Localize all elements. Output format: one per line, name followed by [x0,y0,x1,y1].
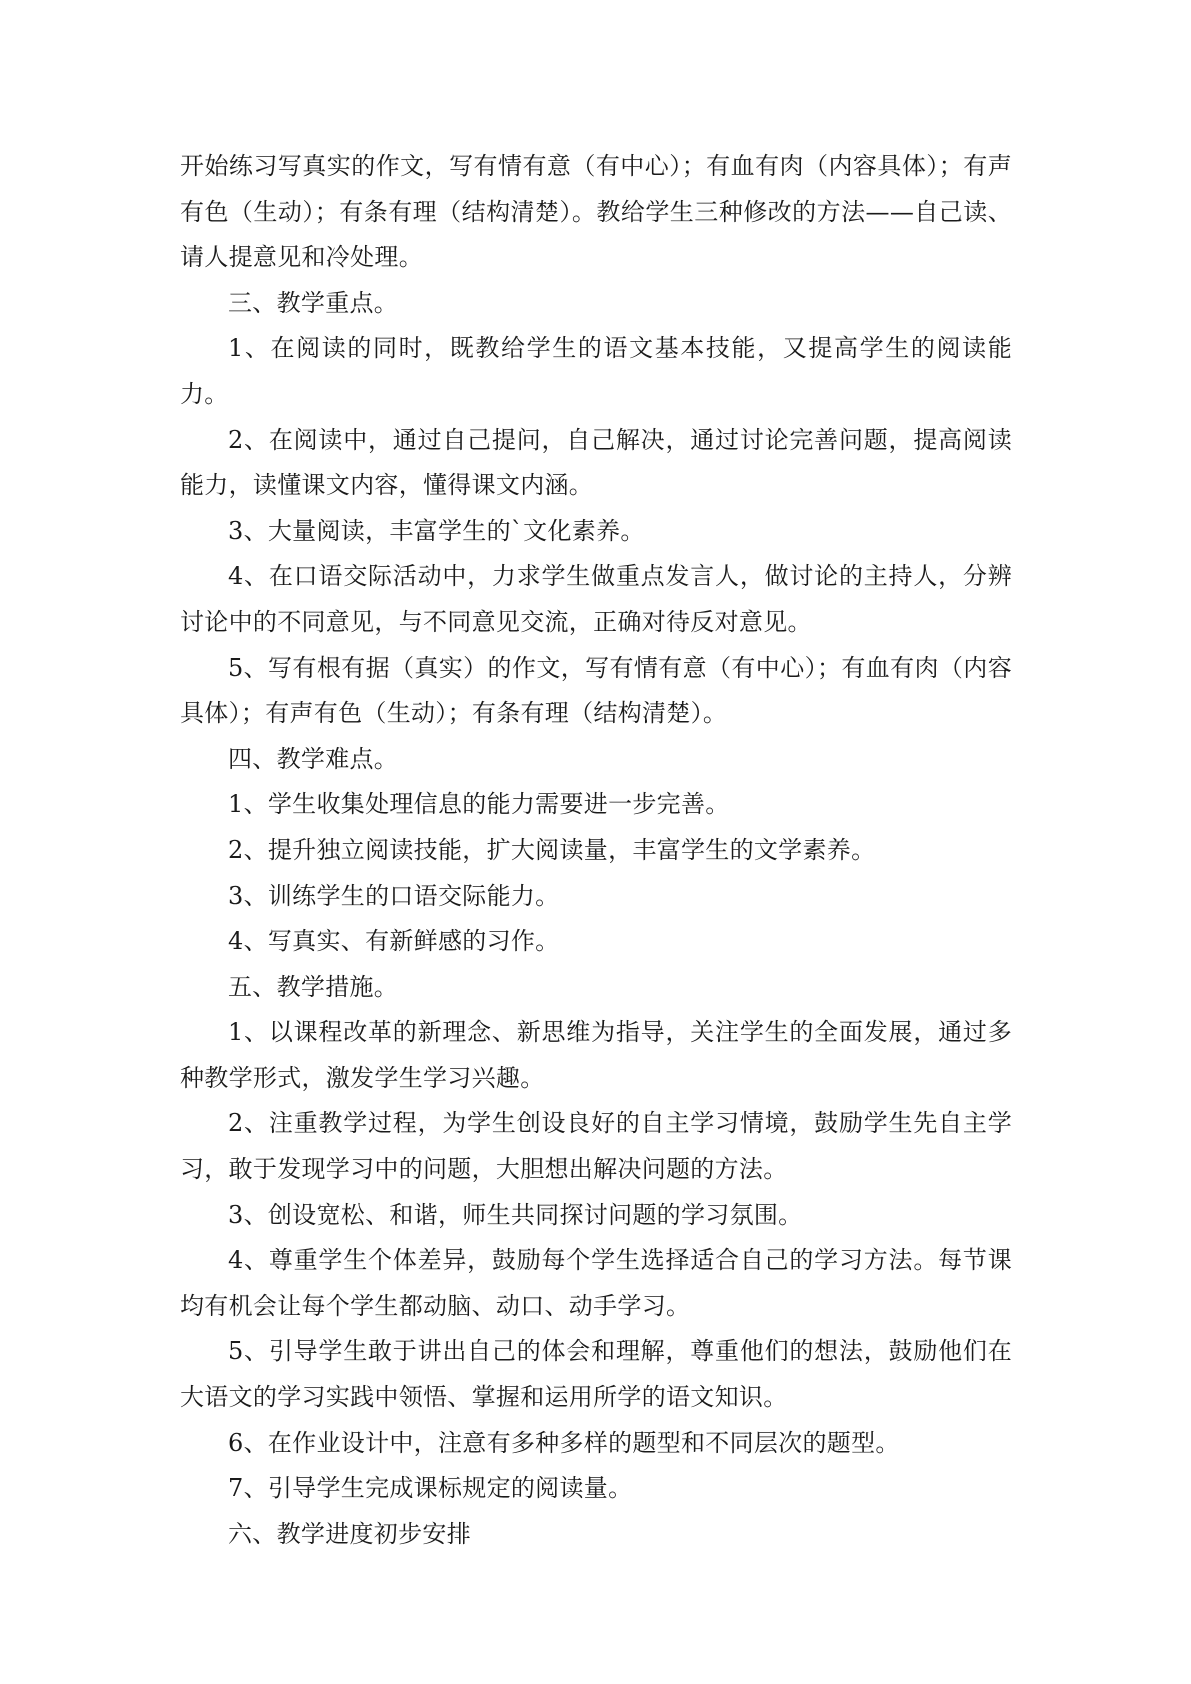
key-point-2: 2、在阅读中，通过自己提问，自己解决，通过讨论完善问题，提高阅读能力，读懂课文内容，懂得课文内涵。 [180,425,1012,500]
difficulty-2: 2、提升独立阅读技能，扩大阅读量，丰富学生的文学素养。 [228,835,876,864]
paragraph-continuation: 开始练习写真实的作文，写有情有意（有中心）；有血有肉（内容具体）；有声有色（生动）；有条有理（结构清楚）。教给学生三种修改的方法——自己读、请人提意见和冷处理。 [180,152,1012,272]
measure-1: 1、以课程改革的新理念、新思维为指导，关注学生的全面发展，通过多种教学形式，激发学生学习兴趣。 [180,1018,1012,1092]
key-point-4: 4、在口语交际活动中，力求学生做重点发言人，做讨论的主持人，分辨讨论中的不同意见，与不同意见交流，正确对待反对意见。 [180,562,1012,636]
document-body [180,144,1012,1557]
section-heading-schedule: 六、教学进度初步安排 [228,1519,471,1548]
difficulty-4: 4、写真实、有新鲜感的习作。 [228,927,560,956]
measure-2: 2、注重教学过程，为学生创设良好的自主学习情境，鼓励学生先自主学习，敢于发现学习中的问题，大胆想出解决问题的方法。 [180,1109,1012,1184]
section-heading-key-points: 三、教学重点。 [228,288,399,317]
section-heading-difficulties: 四、教学难点。 [228,744,399,773]
measure-4: 4、尊重学生个体差异，鼓励每个学生选择适合自己的学习方法。每节课均有机会让每个学生都动脑、动口、动手学习。 [180,1246,1012,1320]
section-heading-measures: 五、教学措施。 [228,972,399,1001]
measure-5: 5、引导学生敢于讲出自己的体会和理解，尊重他们的想法，鼓励他们在大语文的学习实践中领悟、掌握和运用所学的语文知识。 [180,1337,1012,1412]
measure-6: 6、在作业设计中，注意有多种多样的题型和不同层次的题型。 [228,1428,900,1457]
measure-3: 3、创设宽松、和谐，师生共同探讨问题的学习氛围。 [228,1200,803,1229]
difficulty-3: 3、训练学生的口语交际能力。 [228,881,560,910]
key-point-1: 1、在阅读的同时，既教给学生的语文基本技能，又提高学生的阅读能力。 [180,334,1012,408]
key-point-3: 3、大量阅读，丰富学生的`文化素养。 [228,516,645,545]
measure-7: 7、引导学生完成课标规定的阅读量。 [228,1474,633,1503]
key-point-5: 5、写有根有据（真实）的作文，写有情有意（有中心）；有血有肉（内容具体）；有声有色（生动）；有条有理（结构清楚）。 [180,653,1012,728]
difficulty-1: 1、学生收集处理信息的能力需要进一步完善。 [228,790,730,819]
